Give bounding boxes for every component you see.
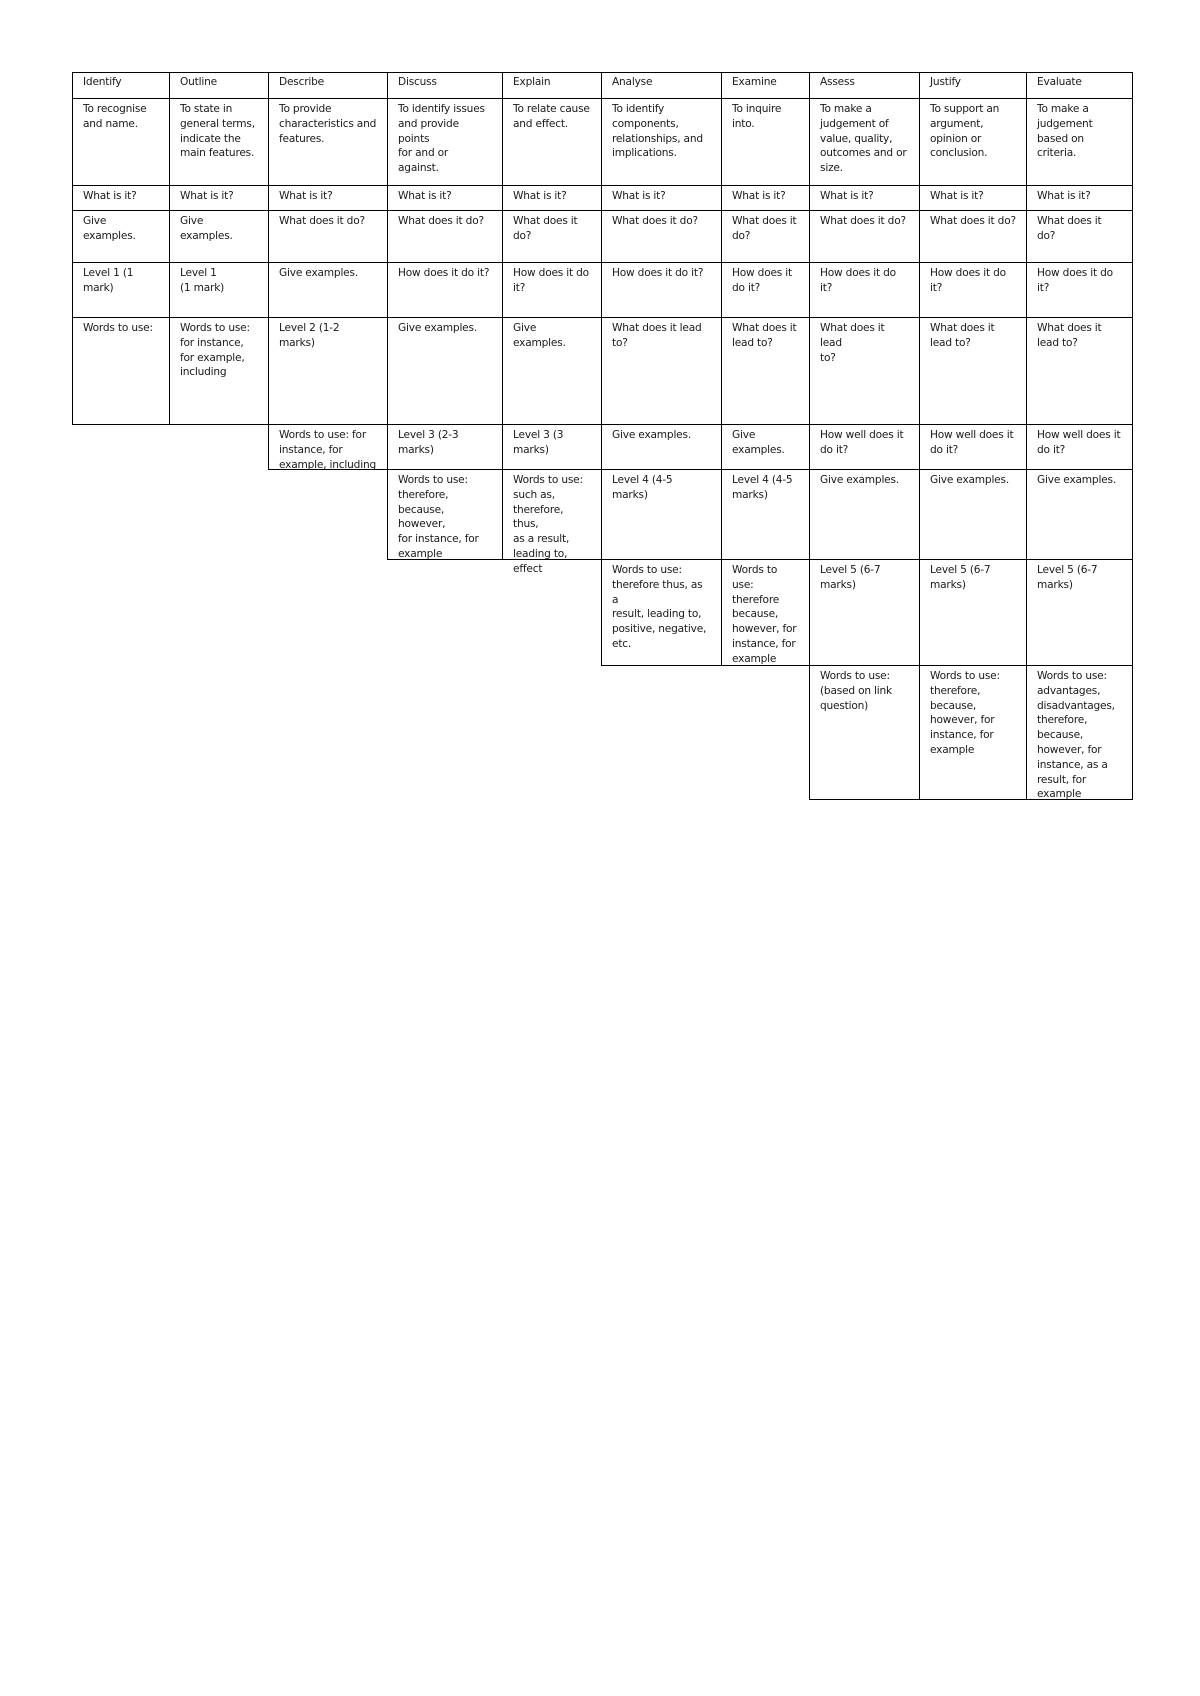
table-cell: How does it do it? bbox=[721, 262, 810, 318]
table-cell: What does it do? bbox=[502, 210, 602, 263]
header-cell: Assess bbox=[809, 72, 920, 99]
table-cell: Words to use: therefore, because, however, for instance, for example bbox=[387, 469, 503, 560]
table-cell: To state in general terms, indicate the main features. bbox=[169, 98, 269, 186]
table-cell: Give examples. bbox=[387, 317, 503, 425]
table-cell: Level 3 (2-3 marks) bbox=[387, 424, 503, 470]
table-cell: What does it do? bbox=[721, 210, 810, 263]
table-cell: What is it? bbox=[1026, 185, 1133, 211]
table-cell: What does it do? bbox=[809, 210, 920, 263]
table-cell: What is it? bbox=[919, 185, 1027, 211]
table-cell: Level 5 (6-7 marks) bbox=[919, 559, 1027, 666]
table-cell: Words to use: such as, therefore, thus, as a result, leading to, effect bbox=[502, 469, 602, 560]
table-cell: Level 5 (6-7 marks) bbox=[1026, 559, 1133, 666]
table-cell: To identify issues and provide points for and or against. bbox=[387, 98, 503, 186]
table-cell: To provide characteristics and features. bbox=[268, 98, 388, 186]
table-cell: Give examples. bbox=[268, 262, 388, 318]
table-cell: Level 3 (3 marks) bbox=[502, 424, 602, 470]
table-cell: How does it do it? bbox=[387, 262, 503, 318]
table-cell: Level 1 (1 mark) bbox=[169, 262, 269, 318]
table-cell: Words to use: advantages, disadvantages, therefore, because, however, for instance, as a result, for example bbox=[1026, 665, 1133, 800]
table-cell: To identify components, relationships, and implications. bbox=[601, 98, 722, 186]
table-cell: Level 2 (1-2 marks) bbox=[268, 317, 388, 425]
header-cell: Explain bbox=[502, 72, 602, 99]
table-cell: How well does it do it? bbox=[1026, 424, 1133, 470]
table-cell: To support an argument, opinion or conclusion. bbox=[919, 98, 1027, 186]
table-cell: What is it? bbox=[601, 185, 722, 211]
table-cell: Words to use: therefore because, however, for instance, for example bbox=[721, 559, 810, 666]
table-cell: Level 5 (6-7 marks) bbox=[809, 559, 920, 666]
table-cell: Give examples. bbox=[721, 424, 810, 470]
table-cell: Give examples. bbox=[502, 317, 602, 425]
header-cell: Examine bbox=[721, 72, 810, 99]
table-cell: What is it? bbox=[169, 185, 269, 211]
table-cell: Give examples. bbox=[809, 469, 920, 560]
table-cell: Give examples. bbox=[601, 424, 722, 470]
table-cell: To inquire into. bbox=[721, 98, 810, 186]
table-cell: What does it do? bbox=[268, 210, 388, 263]
table-cell: To make a judgement of value, quality, outcomes and or size. bbox=[809, 98, 920, 186]
table-cell: Words to use: for instance, for example, including bbox=[169, 317, 269, 425]
table-cell: How does it do it? bbox=[1026, 262, 1133, 318]
table-cell: Words to use: (based on link question) bbox=[809, 665, 920, 800]
table-cell: How well does it do it? bbox=[809, 424, 920, 470]
header-cell: Outline bbox=[169, 72, 269, 99]
table-cell: What is it? bbox=[72, 185, 170, 211]
table-cell: Level 1 (1 mark) bbox=[72, 262, 170, 318]
table-cell: What is it? bbox=[387, 185, 503, 211]
header-cell: Analyse bbox=[601, 72, 722, 99]
table-cell: Give examples. bbox=[919, 469, 1027, 560]
table-cell: Give examples. bbox=[169, 210, 269, 263]
table-cell: What is it? bbox=[809, 185, 920, 211]
table-cell: What does it do? bbox=[601, 210, 722, 263]
header-cell: Evaluate bbox=[1026, 72, 1133, 99]
table-cell: What is it? bbox=[268, 185, 388, 211]
table-cell: Words to use: bbox=[72, 317, 170, 425]
table-cell: What does it do? bbox=[387, 210, 503, 263]
table-cell: What does it lead to? bbox=[601, 317, 722, 425]
table-cell: Words to use: therefore, because, however, for instance, for example bbox=[919, 665, 1027, 800]
table-cell: To make a judgement based on criteria. bbox=[1026, 98, 1133, 186]
table-cell: What does it lead to? bbox=[809, 317, 920, 425]
table-cell: How does it do it? bbox=[502, 262, 602, 318]
table-cell: Words to use: for instance, for example, including bbox=[268, 424, 388, 470]
table-cell: How well does it do it? bbox=[919, 424, 1027, 470]
table-cell: What is it? bbox=[721, 185, 810, 211]
header-cell: Describe bbox=[268, 72, 388, 99]
table-cell: How does it do it? bbox=[809, 262, 920, 318]
table-cell: Give examples. bbox=[1026, 469, 1133, 560]
table-cell: To recognise and name. bbox=[72, 98, 170, 186]
table-cell: Words to use: therefore thus, as a result, leading to, positive, negative, etc. bbox=[601, 559, 722, 666]
header-cell: Justify bbox=[919, 72, 1027, 99]
table-cell: Level 4 (4-5 marks) bbox=[721, 469, 810, 560]
header-cell: Discuss bbox=[387, 72, 503, 99]
table-cell: To relate cause and effect. bbox=[502, 98, 602, 186]
table-cell: What is it? bbox=[502, 185, 602, 211]
table-cell: What does it lead to? bbox=[721, 317, 810, 425]
header-cell: Identify bbox=[72, 72, 170, 99]
table-cell: What does it do? bbox=[919, 210, 1027, 263]
table-cell: How does it do it? bbox=[919, 262, 1027, 318]
table-cell: What does it lead to? bbox=[1026, 317, 1133, 425]
table-cell: Give examples. bbox=[72, 210, 170, 263]
table-cell: Level 4 (4-5 marks) bbox=[601, 469, 722, 560]
table-cell: How does it do it? bbox=[601, 262, 722, 318]
table-cell: What does it lead to? bbox=[919, 317, 1027, 425]
table-cell: What does it do? bbox=[1026, 210, 1133, 263]
